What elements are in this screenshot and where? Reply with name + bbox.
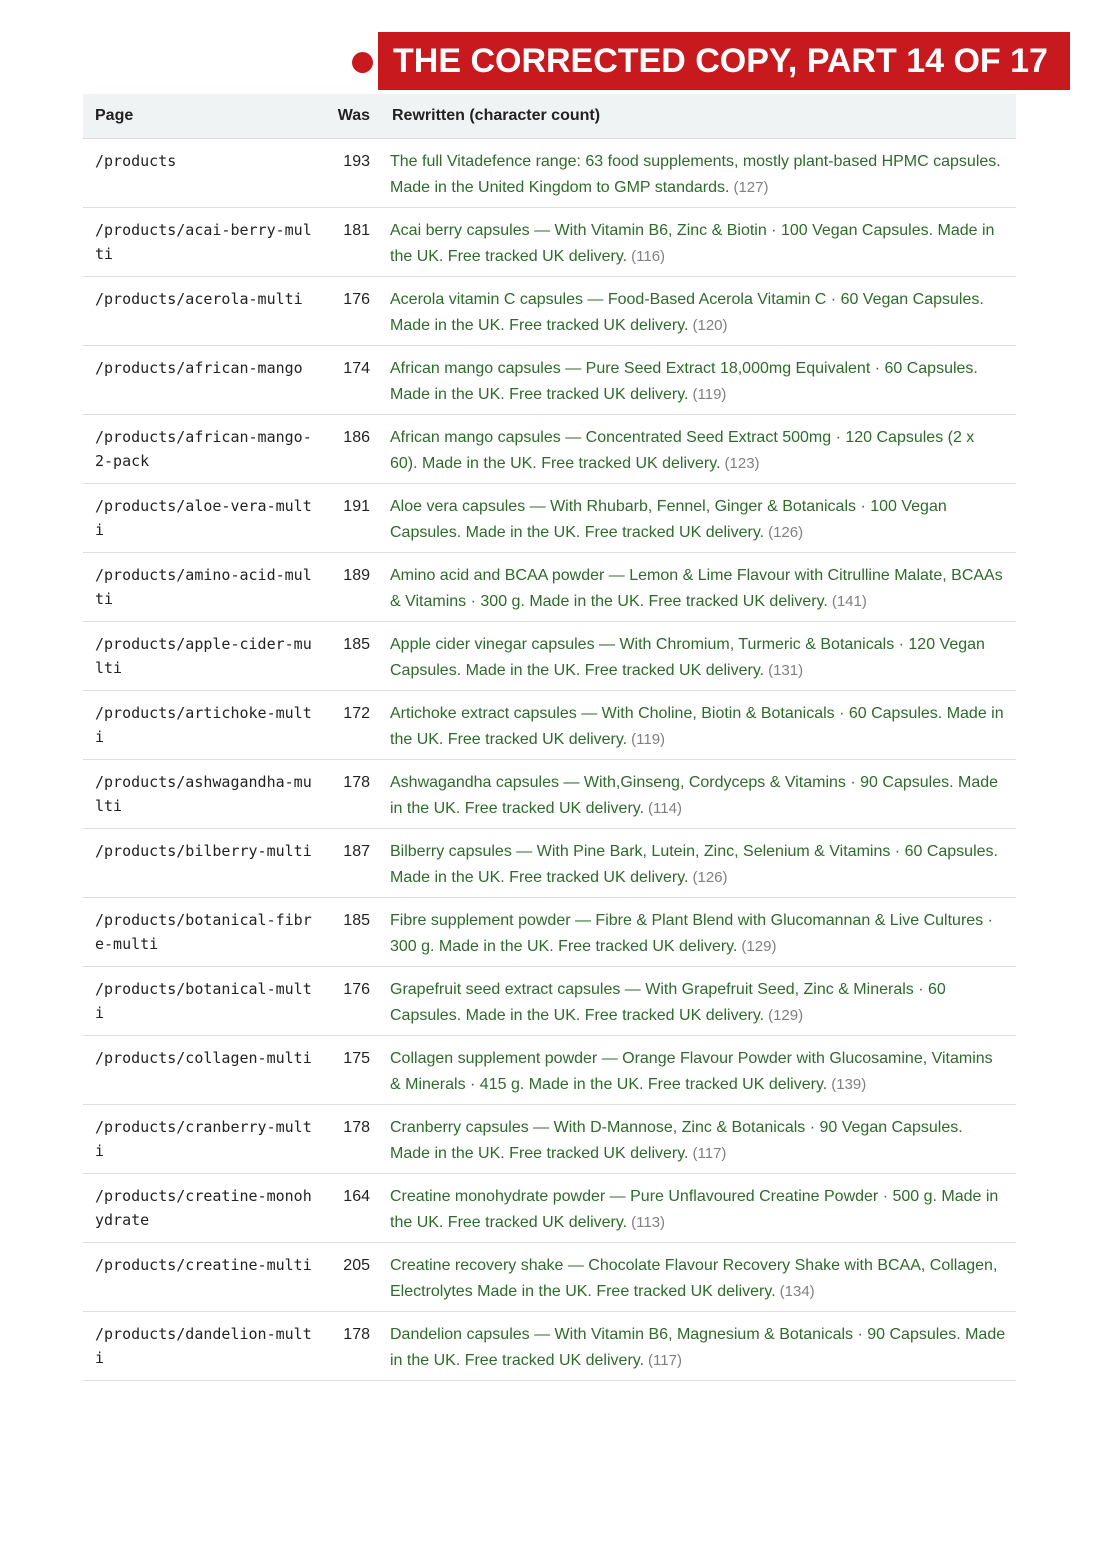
was-count: 176 — [320, 277, 380, 346]
header-was: Was — [320, 94, 380, 139]
character-count: (119) — [631, 731, 666, 748]
table-row — [83, 415, 1016, 484]
character-count: (114) — [648, 800, 682, 817]
was-count: 187 — [320, 829, 380, 898]
rewritten-cell — [380, 1036, 1016, 1105]
was-count: 205 — [320, 1243, 380, 1312]
rewritten-cell — [380, 829, 1016, 898]
was-count: 193 — [320, 139, 380, 208]
character-count: (113) — [631, 1214, 666, 1231]
page-path: /products/african-mango — [83, 346, 320, 415]
table-body — [83, 139, 1016, 1381]
page-path: /products/creatine-monohydrate — [83, 1174, 320, 1243]
table-row — [83, 967, 1016, 1036]
rewritten-text: Grapefruit seed extract capsules — With Grapefruit Seed, Zinc & Minerals · 60 Capsules. Made in the UK. Free tracked UK delivery. — [390, 981, 946, 1024]
page-path: /products/african-mango-2-pack — [83, 415, 320, 484]
rewritten-text: Apple cider vinegar capsules — With Chromium, Turmeric & Botanicals · 120 Vegan Capsules. Made in the UK. Free tracked UK delivery. — [390, 636, 985, 679]
table-row — [83, 691, 1016, 760]
character-count: (134) — [779, 1283, 815, 1300]
table-row — [83, 1174, 1016, 1243]
page-path: /products/cranberry-multi — [83, 1105, 320, 1174]
was-count: 185 — [320, 622, 380, 691]
rewritten-cell — [380, 1312, 1016, 1381]
rewritten-text: Cranberry capsules — With D-Mannose, Zinc & Botanicals · 90 Vegan Capsules. Made in the UK. Free tracked UK delivery. — [390, 1119, 963, 1162]
was-count: 174 — [320, 346, 380, 415]
page-path: /products/apple-cider-multi — [83, 622, 320, 691]
page-path: /products/creatine-multi — [83, 1243, 320, 1312]
page-path: /products/botanical-multi — [83, 967, 320, 1036]
was-count: 178 — [320, 1312, 380, 1381]
table-row — [83, 1312, 1016, 1381]
page-path: /products/ashwagandha-multi — [83, 760, 320, 829]
corrections-table — [83, 94, 1016, 1381]
character-count: (131) — [768, 662, 804, 679]
rewritten-cell — [380, 208, 1016, 277]
rewritten-text: Ashwagandha capsules — With,Ginseng, Cordyceps & Vitamins · 90 Capsules. Made in the UK. Free tracked UK delivery. — [390, 774, 999, 817]
header-rewritten: Rewritten (character count) — [380, 94, 1016, 139]
was-count: 172 — [320, 691, 380, 760]
header-page: Page — [83, 94, 320, 139]
rewritten-cell — [380, 139, 1016, 208]
rewritten-text: Creatine recovery shake — Chocolate Flavour Recovery Shake with BCAA, Collagen, Electrolytes Made in the UK. Free tracked UK delivery. — [390, 1257, 998, 1300]
character-count: (123) — [724, 455, 760, 472]
was-count: 178 — [320, 1105, 380, 1174]
rewritten-text: African mango capsules — Concentrated Seed Extract 500mg · 120 Capsules (2 x 60). Made in the UK. Free tracked UK delivery. — [390, 429, 975, 472]
page-path: /products/aloe-vera-multi — [83, 484, 320, 553]
table-row — [83, 553, 1016, 622]
table-header-row — [83, 94, 1016, 139]
character-count: (141) — [831, 593, 867, 610]
character-count: (129) — [741, 938, 777, 955]
table-row — [83, 277, 1016, 346]
rewritten-text: Collagen supplement powder — Orange Flavour Powder with Glucosamine, Vitamins & Minerals · 415 g. Made in the UK. Free tracked UK delivery. — [390, 1050, 993, 1093]
rewritten-text: Bilberry capsules — With Pine Bark, Lutein, Zinc, Selenium & Vitamins · 60 Capsules. Made in the UK. Free tracked UK delivery. — [390, 843, 998, 886]
rewritten-text: Amino acid and BCAA powder — Lemon & Lime Flavour with Citrulline Malate, BCAAs & Vitamins · 300 g. Made in the UK. Free tracked UK delivery. — [390, 567, 1003, 610]
page-path: /products/acerola-multi — [83, 277, 320, 346]
rewritten-text: Creatine monohydrate powder — Pure Unflavoured Creatine Powder · 500 g. Made in the UK. Free tracked UK delivery. — [390, 1188, 999, 1231]
was-count: 185 — [320, 898, 380, 967]
page-path: /products/amino-acid-multi — [83, 553, 320, 622]
rewritten-cell — [380, 691, 1016, 760]
rewritten-cell — [380, 898, 1016, 967]
page-title: THE CORRECTED COPY, PART 14 OF 17 — [378, 32, 1070, 90]
was-count: 189 — [320, 553, 380, 622]
character-count: (119) — [692, 386, 727, 403]
character-count: (117) — [692, 1145, 727, 1162]
page-path: /products/bilberry-multi — [83, 829, 320, 898]
character-count: (139) — [831, 1076, 867, 1093]
table-row — [83, 208, 1016, 277]
rewritten-cell — [380, 967, 1016, 1036]
was-count: 176 — [320, 967, 380, 1036]
page-path: /products/collagen-multi — [83, 1036, 320, 1105]
table-row — [83, 898, 1016, 967]
was-count: 191 — [320, 484, 380, 553]
rewritten-text: Acerola vitamin C capsules — Food-Based Acerola Vitamin C · 60 Vegan Capsules. Made in the UK. Free tracked UK delivery. — [390, 291, 984, 334]
page-path: /products/botanical-fibre-multi — [83, 898, 320, 967]
page-path: /products/dandelion-multi — [83, 1312, 320, 1381]
table-row — [83, 1105, 1016, 1174]
was-count: 175 — [320, 1036, 380, 1105]
was-count: 178 — [320, 760, 380, 829]
rewritten-text: Dandelion capsules — With Vitamin B6, Magnesium & Botanicals · 90 Capsules. Made in the UK. Free tracked UK delivery. — [390, 1326, 1006, 1369]
rewritten-text: Fibre supplement powder — Fibre & Plant Blend with Glucomannan & Live Cultures · 300 g. Made in the UK. Free tracked UK delivery. — [390, 912, 993, 955]
page-path: /products/artichoke-multi — [83, 691, 320, 760]
rewritten-text: The full Vitadefence range: 63 food supplements, mostly plant-based HPMC capsules. Made in the United Kingdom to GMP standards. — [390, 153, 1001, 196]
rewritten-cell — [380, 277, 1016, 346]
character-count: (120) — [692, 317, 728, 334]
rewritten-cell — [380, 1174, 1016, 1243]
rewritten-cell — [380, 484, 1016, 553]
rewritten-cell — [380, 553, 1016, 622]
rewritten-cell — [380, 1243, 1016, 1312]
character-count: (127) — [733, 179, 769, 196]
character-count: (129) — [768, 1007, 804, 1024]
character-count: (117) — [648, 1352, 682, 1369]
rewritten-text: Aloe vera capsules — With Rhubarb, Fennel, Ginger & Botanicals · 100 Vegan Capsules. Made in the UK. Free tracked UK delivery. — [390, 498, 947, 541]
rewritten-cell — [380, 760, 1016, 829]
was-count: 164 — [320, 1174, 380, 1243]
rewritten-cell — [380, 415, 1016, 484]
rewritten-cell — [380, 622, 1016, 691]
page-path: /products — [83, 139, 320, 208]
character-count: (126) — [692, 869, 728, 886]
bullet-dot-icon — [352, 52, 373, 73]
table-row — [83, 622, 1016, 691]
rewritten-cell — [380, 346, 1016, 415]
table-row — [83, 1243, 1016, 1312]
page-path: /products/acai-berry-multi — [83, 208, 320, 277]
rewritten-text: Acai berry capsules — With Vitamin B6, Zinc & Biotin · 100 Vegan Capsules. Made in the UK. Free tracked UK delivery. — [390, 222, 995, 265]
rewritten-text: African mango capsules — Pure Seed Extract 18,000mg Equivalent · 60 Capsules. Made in the UK. Free tracked UK delivery. — [390, 360, 978, 403]
was-count: 181 — [320, 208, 380, 277]
table-row — [83, 829, 1016, 898]
table-row — [83, 760, 1016, 829]
table-row — [83, 1036, 1016, 1105]
table-row — [83, 346, 1016, 415]
character-count: (116) — [631, 248, 666, 265]
table-row — [83, 139, 1016, 208]
rewritten-text: Artichoke extract capsules — With Choline, Biotin & Botanicals · 60 Capsules. Made in the UK. Free tracked UK delivery. — [390, 705, 1004, 748]
was-count: 186 — [320, 415, 380, 484]
table-row — [83, 484, 1016, 553]
rewritten-cell — [380, 1105, 1016, 1174]
character-count: (126) — [768, 524, 804, 541]
